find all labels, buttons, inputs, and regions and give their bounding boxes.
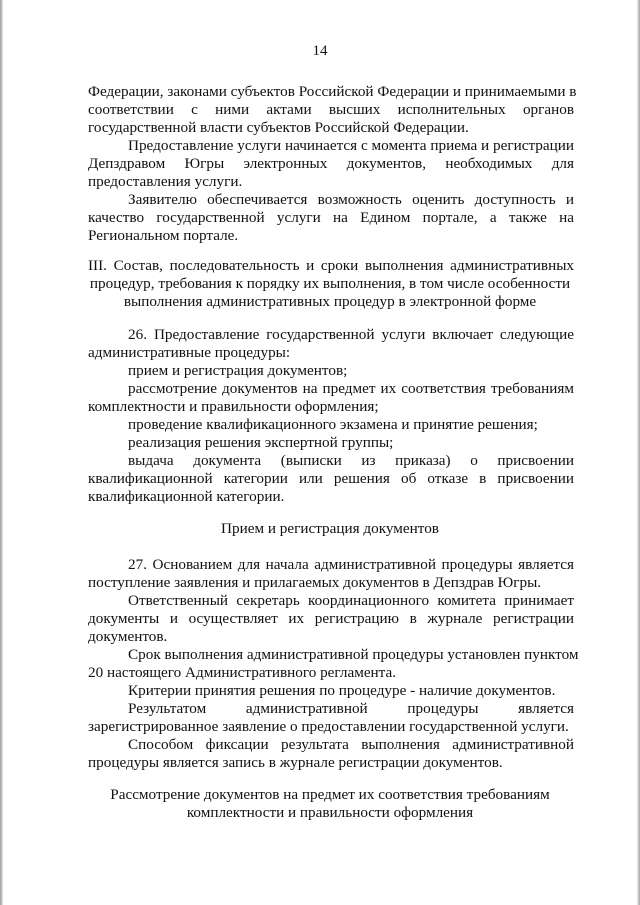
text-line: Федерации, законами субъектов Российской Федерации и принимаемыми в <box>88 83 577 100</box>
text-line: Критерии принятия решения по процедуре - наличие документов. <box>128 682 556 699</box>
text-line: проведение квалификационного экзамена и принятие решения; <box>128 416 538 433</box>
text-line: Ответственный секретарь координационного комитета принимает <box>128 592 574 609</box>
text-line: реализация решения экспертной группы; <box>128 434 394 451</box>
subsection-heading: Рассмотрение документов на предмет их соответствия требованиям <box>110 786 550 803</box>
text-line: Предоставление услуги начинается с момента приема и регистрации <box>128 137 574 154</box>
text-line: выдача документа (выписки из приказа) о присвоении <box>128 452 574 469</box>
text-line: административные процедуры: <box>88 344 291 361</box>
text-line: рассмотрение документов на предмет их соответствия требованиям <box>128 380 574 397</box>
section-heading-line: выполнения административных процедур в электронной форме <box>123 293 537 310</box>
text-line: прием и регистрация документов; <box>128 362 348 379</box>
text-line: комплектности и правильности оформления; <box>88 398 379 415</box>
text-line: процедуры является запись в журнале регистрации документов. <box>88 754 503 771</box>
subsection-heading: комплектности и правильности оформления <box>186 804 474 821</box>
text-line: Депздравом Югры электронных документов, необходимых для <box>88 155 574 172</box>
text-line: предоставления услуги. <box>88 173 243 190</box>
text-line: документы и осуществляет их регистрацию в журнале регистрации <box>88 610 574 627</box>
text-line: государственной власти субъектов Российской Федерации. <box>88 119 469 136</box>
subsection-heading: Прием и регистрация документов <box>221 520 439 537</box>
section-heading-line: процедур, требования к порядку их выполнения, в том числе особенности <box>89 275 571 292</box>
text-line: Срок выполнения административной процедуры установлен пунктом <box>128 646 579 663</box>
text-line: соответствии с ними актами высших исполнительных органов <box>88 101 574 118</box>
text-line: Результатом административной процедуры является <box>128 700 574 717</box>
text-line: Региональном портале. <box>88 227 239 244</box>
text-line: квалификационной категории или решения об отказе в присвоении <box>88 470 574 487</box>
text-line: 26. Предоставление государственной услуги включает следующие <box>128 326 574 343</box>
text-line: Заявителю обеспечивается возможность оценить доступность и <box>128 191 574 208</box>
text-line: квалификационной категории. <box>88 488 285 505</box>
text-line: 27. Основанием для начала административной процедуры является <box>128 556 574 573</box>
text-line: зарегистрированное заявление о предоставлении государственной услуги. <box>88 718 569 735</box>
text-line: качество государственной услуги на Едином портале, а также на <box>88 209 574 226</box>
text-line: документов. <box>88 628 168 645</box>
text-line: 20 настоящего Административного регламента. <box>88 664 397 681</box>
section-heading-line: III. Состав, последовательность и сроки выполнения административных <box>88 257 574 274</box>
text-line: Способом фиксации результата выполнения административной <box>128 736 574 753</box>
page-number: 14 <box>312 43 328 59</box>
text-line: поступление заявления и прилагаемых документов в Депздрав Югры. <box>88 574 542 591</box>
